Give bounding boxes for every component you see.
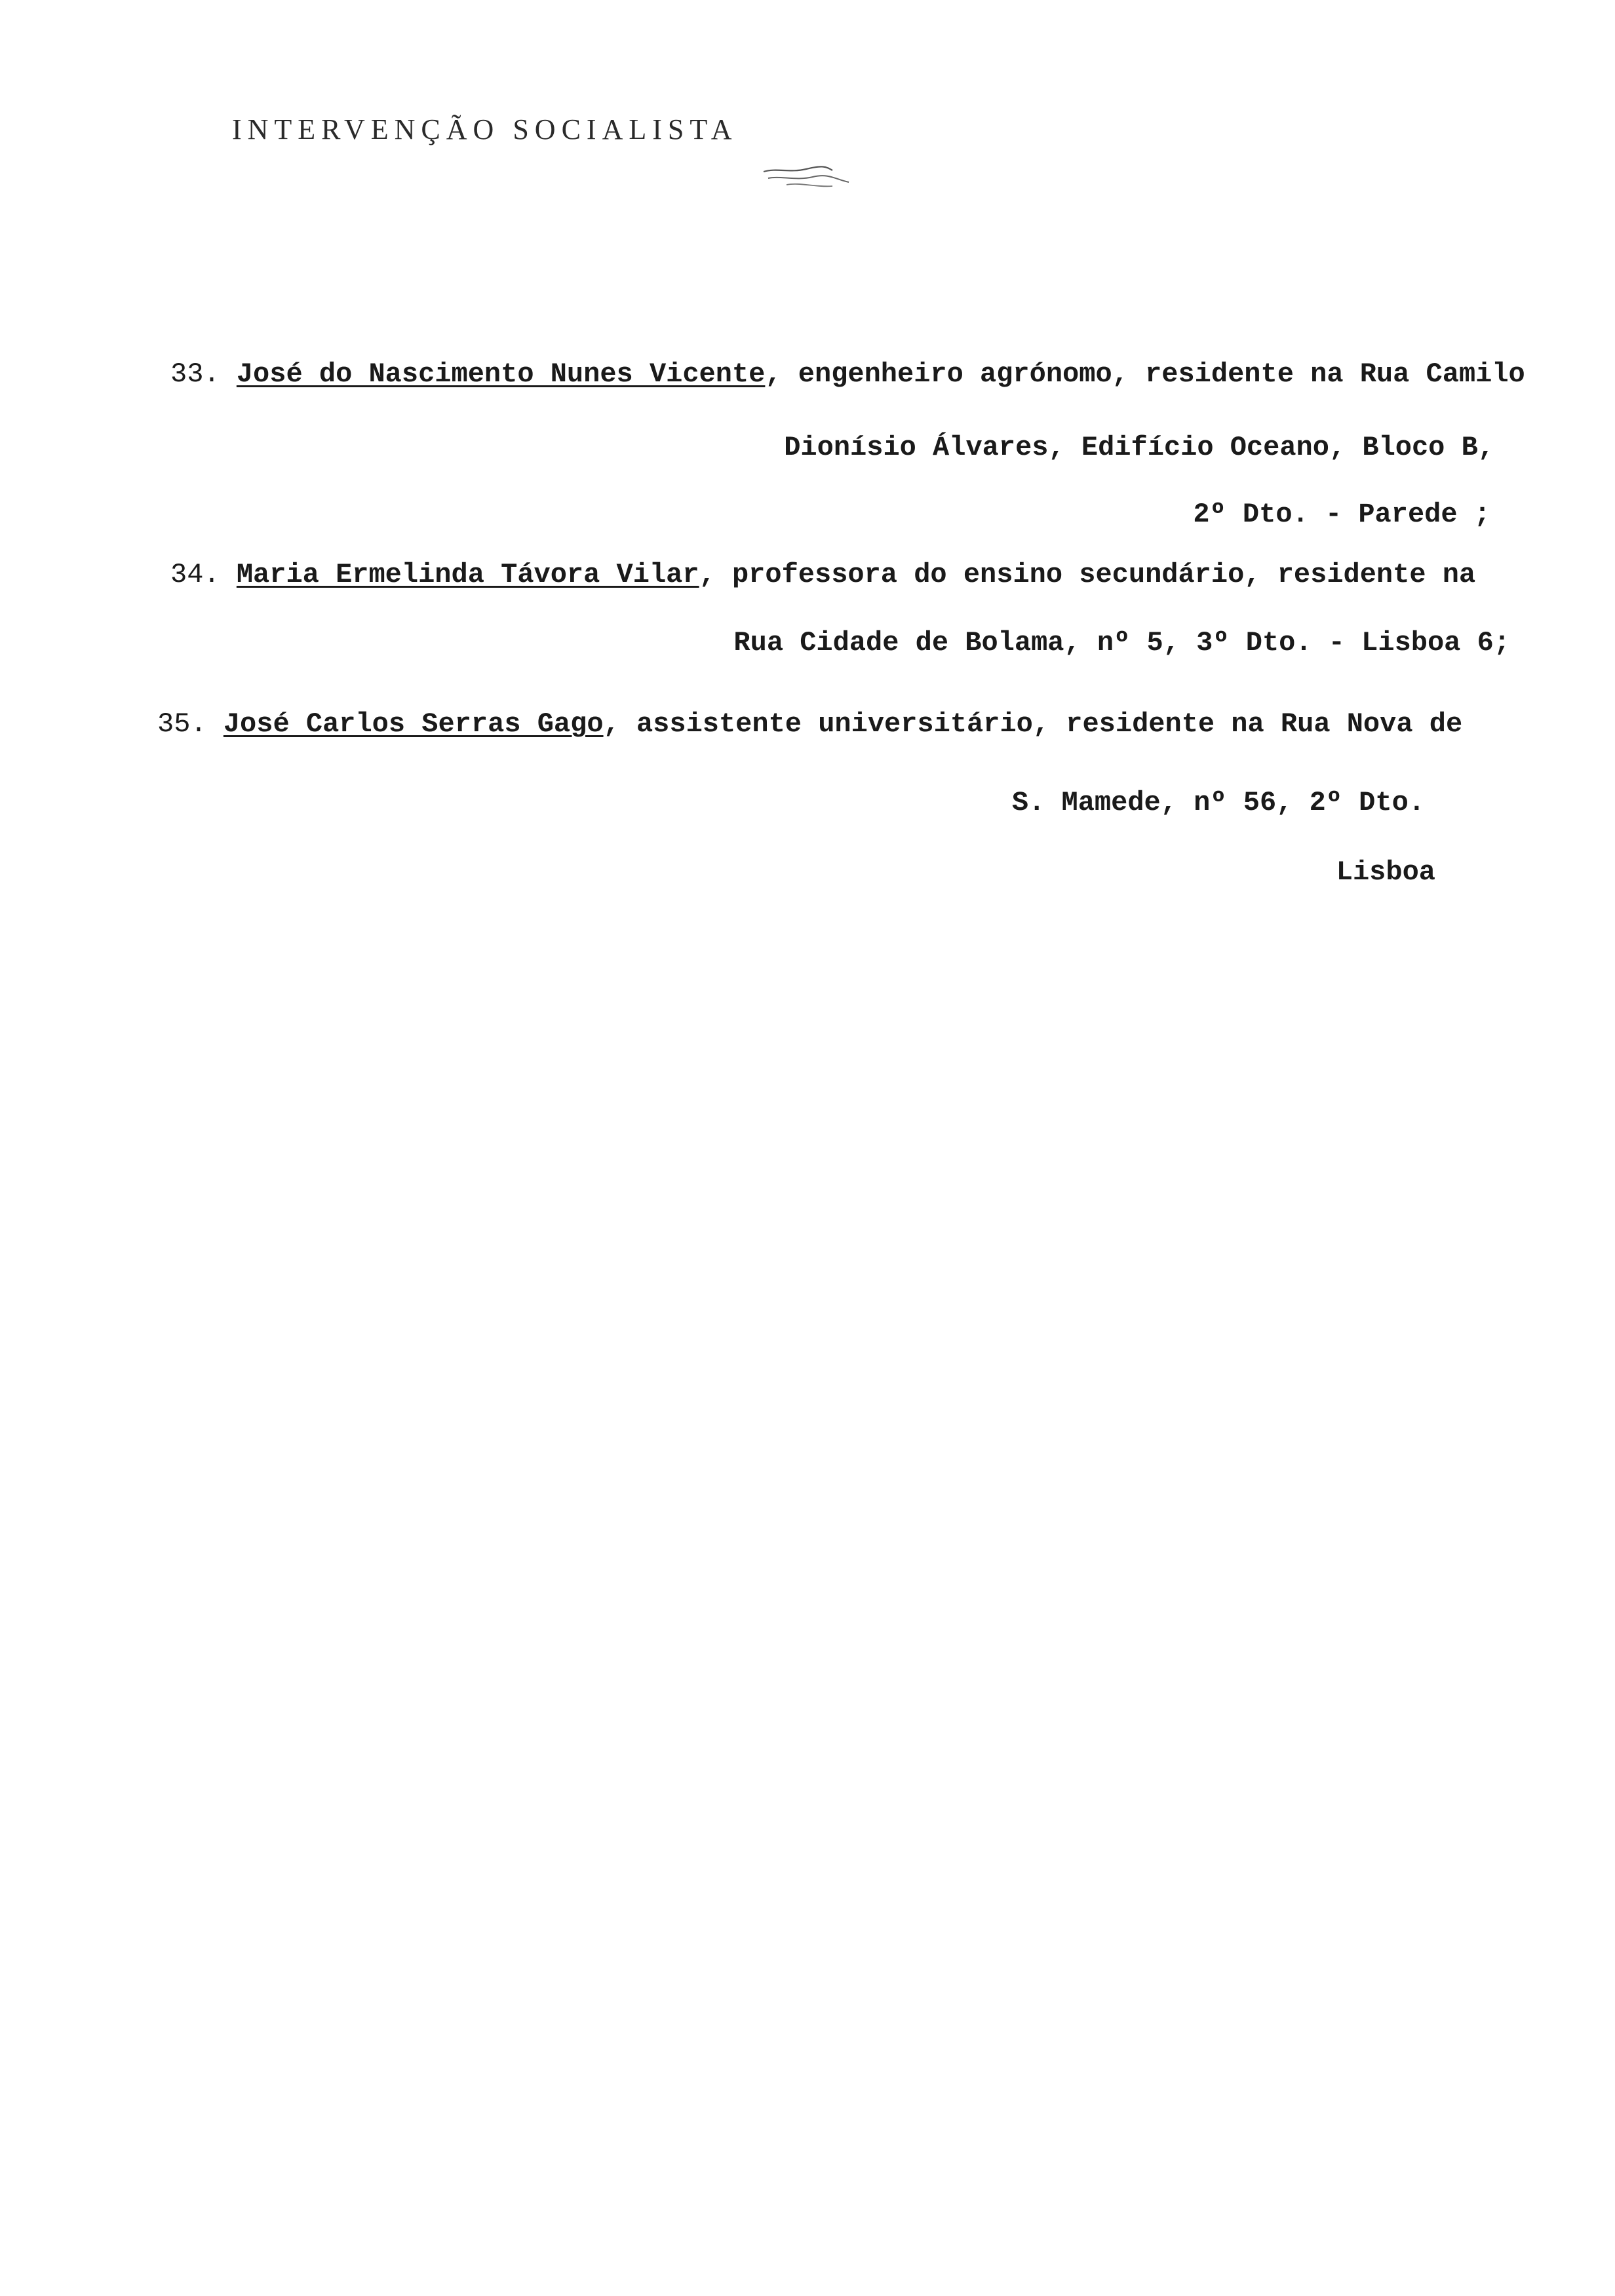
handwritten-mark <box>760 163 859 195</box>
person-name: Maria Ermelinda Távora Vilar <box>236 559 699 590</box>
entry-description: , professora do ensino secundário, residente na <box>699 559 1476 590</box>
person-name: José Carlos Serras Gago <box>223 708 604 740</box>
entry-35-address-line-2: S. Mamede, nº 56, 2º Dto. <box>1011 787 1425 818</box>
entry-34-address-line-2: Rua Cidade de Bolama, nº 5, 3º Dto. - Lisboa 6; <box>733 627 1510 659</box>
entry-34-line-1 <box>170 561 1475 588</box>
entry-33-address-line-2: Dionísio Álvares, Edifício Oceano, Bloco B, <box>784 432 1494 463</box>
entry-description: , engenheiro agrónomo, residente na Rua Camilo <box>765 358 1525 390</box>
entry-33-address-line-3: 2º Dto. - Parede ; <box>1193 499 1490 530</box>
entry-number: 34. <box>170 559 220 590</box>
entry-35-line-1 <box>157 710 1462 738</box>
entry-33-line-1 <box>170 360 1525 388</box>
entry-number: 33. <box>170 358 220 390</box>
entry-number: 35. <box>157 708 207 740</box>
person-name: José do Nascimento Nunes Vicente <box>236 358 766 390</box>
document-header: INTERVENÇÃO SOCIALISTA <box>232 113 738 145</box>
entry-description: , assistente universitário, residente na Rua Nova de <box>603 708 1463 740</box>
entry-35-address-line-3: Lisboa <box>1336 856 1435 888</box>
